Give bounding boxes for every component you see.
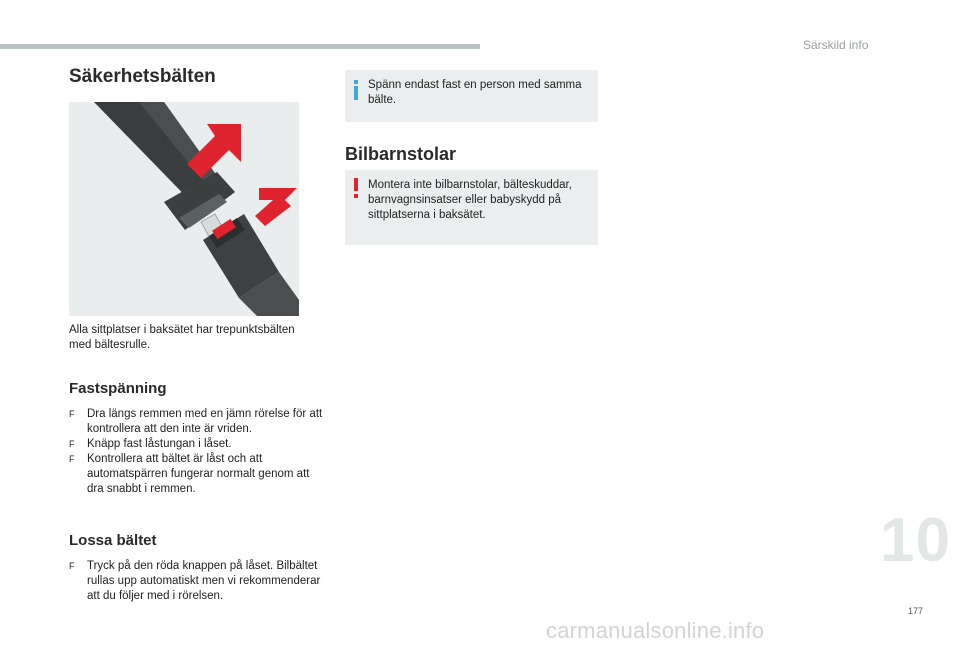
header-rule — [0, 44, 480, 49]
watermark: carmanualsonline.info — [546, 618, 765, 643]
list-item: F Dra längs remmen med en jämn rörelse för att kontrollera att den inte är vriden. — [69, 408, 323, 435]
release-heading: Lossa bältet — [69, 532, 157, 549]
fasten-list — [69, 407, 327, 497]
bullet-mark: F — [69, 454, 75, 464]
list-item: F Knäpp fast låstungan i låset. — [69, 438, 232, 450]
page-title: Säkerhetsbälten — [69, 66, 216, 87]
list-item: F Kontrollera att bältet är låst och att automatspärren fungerar normalt genom att dra snabbt i remmen. — [69, 453, 310, 495]
info-note-text: Spänn endast fast en person med samma bälte. — [368, 79, 582, 106]
info-note — [345, 70, 598, 122]
release-list — [69, 559, 331, 604]
page-number: 177 — [908, 606, 924, 616]
bullet-mark: F — [69, 561, 75, 571]
seatbelt-illustration — [69, 102, 299, 316]
bullet-mark: F — [69, 409, 75, 419]
info-icon — [351, 80, 361, 100]
warning-note — [345, 170, 598, 245]
list-item: F Tryck på den röda knappen på låset. Bilbältet rullas upp automatiskt men vi rekommenderar att du följer med i rörelsen. — [69, 560, 321, 602]
chapter-number: 10 — [880, 506, 951, 575]
warning-icon — [351, 178, 361, 198]
fasten-heading: Fastspänning — [69, 380, 167, 397]
section-label: Särskild info — [803, 38, 869, 52]
warning-note-text: Montera inte bilbarnstolar, bälteskuddar, barnvagnsinsatser eller babyskydd på sittplatserna i baksätet. — [368, 179, 572, 221]
belt-caption: Alla sittplatser i baksätet har trepunktsbälten med bältesrulle. — [69, 324, 295, 351]
child-seats-title: Bilbarnstolar — [345, 144, 457, 164]
bullet-mark: F — [69, 439, 75, 449]
